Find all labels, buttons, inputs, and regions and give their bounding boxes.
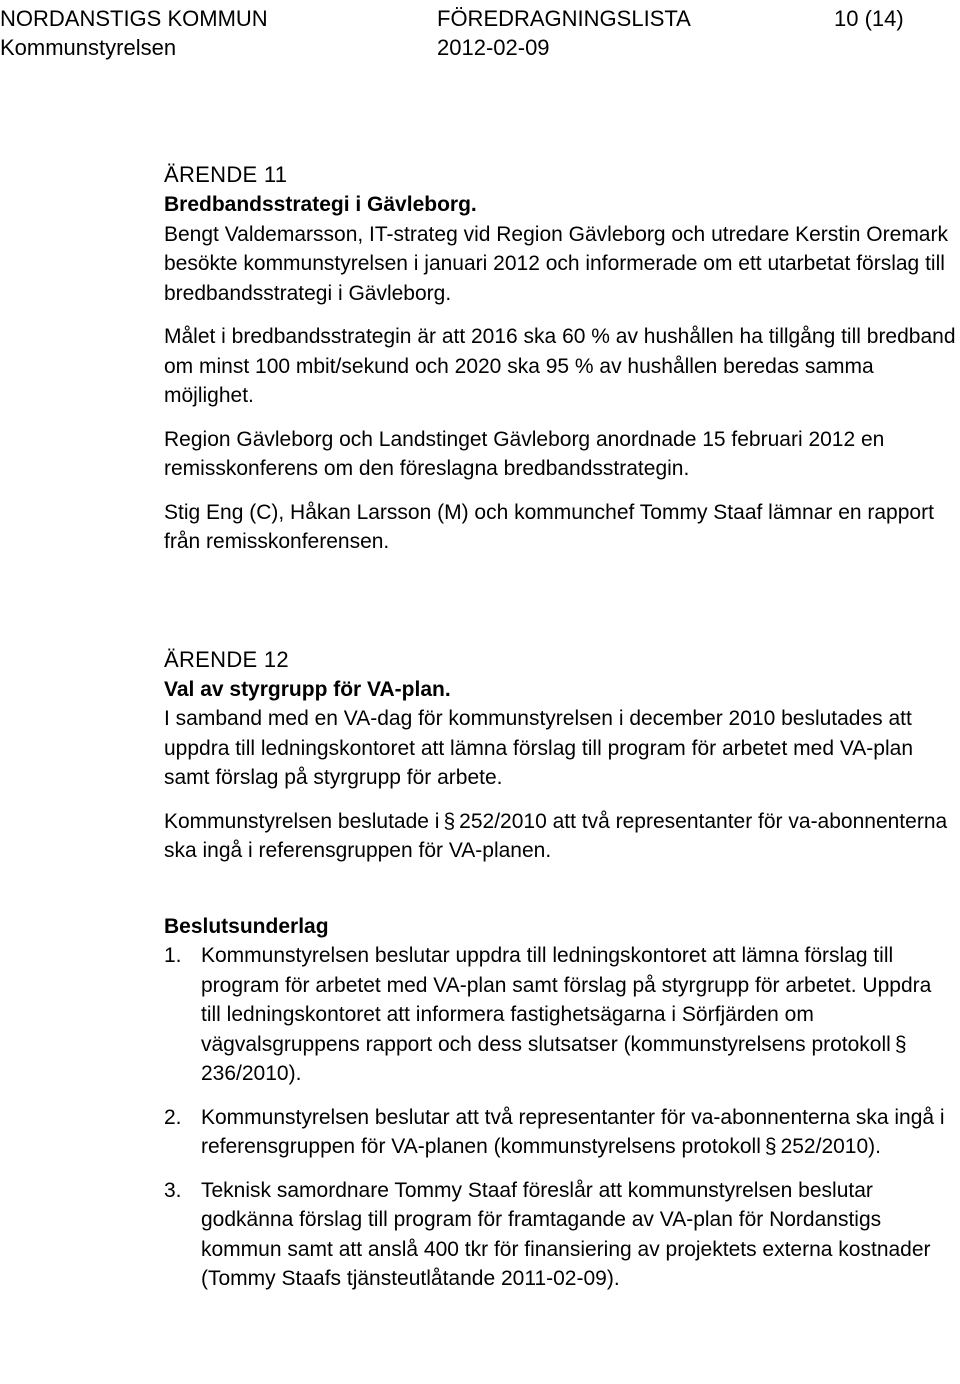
basis-item-text-part: 252/2010). [780,1135,881,1158]
section-sign: § [894,1032,907,1056]
basis-item-text-part: Kommunstyrelsen beslutar att två representanter för va-abonnenterna ska ingå i referensgruppen för VA-planen (kommunstyrelsens protokoll [201,1105,945,1158]
decision-note [164,807,956,866]
basis-item-text-part: 236/2010). [201,1062,302,1085]
basis-item [164,1103,956,1162]
governing-body-name: Kommunstyrelsen [0,35,177,60]
paragraph: I samband med en VA-dag för kommunstyrelsen i december 2010 beslutades att uppdra till ledningskontoret att lämna förslag till program för arbetet med VA-plan samt förslag på styrgrupp för arbete. [164,707,913,789]
agenda-item-label: ÄRENDE 11 [164,162,288,187]
basis-item-text [201,941,956,1089]
agenda-item-title: Val av styrgrupp för VA-plan. [164,677,451,701]
decision-note-text: 252/2010 att två representanter för va-abonnenterna ska ingå i referensgruppen för VA-planen. [164,809,948,862]
agenda-item-11 [164,160,956,557]
document-body [164,160,956,1308]
paragraph: Region Gävleborg och Landstinget Gävleborg anordnade 15 februari 2012 en remisskonferens om den föreslagna bredbandsstrategin. [164,427,885,480]
paragraph: Stig Eng (C), Håkan Larsson (M) och kommunchef Tommy Staaf lämnar en rapport från remisskonferensen. [164,500,934,553]
document-type: FÖREDRAGNINGSLISTA [437,6,691,31]
basis-item [164,1176,956,1294]
section-sign: § [764,1135,777,1158]
basis-item-text-part: Teknisk samordnare Tommy Staaf föreslår att kommunstyrelsen beslutar godkänna förslag till program för framtagande av VA-plan för Nordanstigs kommun samt att anslå 400 tkr för finansiering av projektets externa kostnader (Tommy Staafs tjänsteutlåtande 2011-02-09). [201,1178,931,1290]
basis-heading: Beslutsunderlag [164,914,329,938]
basis-list [164,941,956,1294]
paragraph: Bengt Valdemarsson, IT-strateg vid Region Gävleborg och utredare Kerstin Oremark besökte kommunstyrelsen i januari 2012 och informerade om ett utarbetat förslag till bredbandsstrategi i Gävleborg. [164,222,948,305]
agenda-item-label: ÄRENDE 12 [164,646,289,672]
basis-item-text-part: Kommunstyrelsen beslutar uppdra till ledningskontoret att lämna förslag till program för arbetet med VA-plan samt förslag på styrgrupp för arbetet. Uppdra till ledningskontoret att informera fastighetsägarna i Sörfjärden om vägvalsgruppens rapport och dess slutsatser (kommunstyrelsens protokoll [201,944,932,1056]
basis-item-number: 1. [164,944,182,967]
basis-item-number: 3. [164,1178,182,1202]
document-date: 2012-02-09 [437,35,550,60]
organization-name: NORDANSTIGS KOMMUN [0,6,268,31]
basis-item-text [201,1103,956,1162]
basis-item-number: 2. [164,1105,182,1129]
paragraph: Målet i bredbandsstrategin är att 2016 ska 60 % av hushållen ha tillgång till bredband om minst 100 mbit/sekund och 2020 ska 95 % av hushållen beredas samma möjlighet. [164,325,956,407]
basis-item-text [201,1176,956,1294]
agenda-item-12 [164,645,956,1294]
page-header [0,0,960,64]
page-number: 10 (14) [834,6,904,31]
agenda-item-title: Bredbandsstrategi i Gävleborg. [164,193,477,216]
basis-item [164,941,956,1089]
decision-note-text: Kommunstyrelsen beslutade i [164,809,440,833]
section-sign: § [443,809,456,833]
